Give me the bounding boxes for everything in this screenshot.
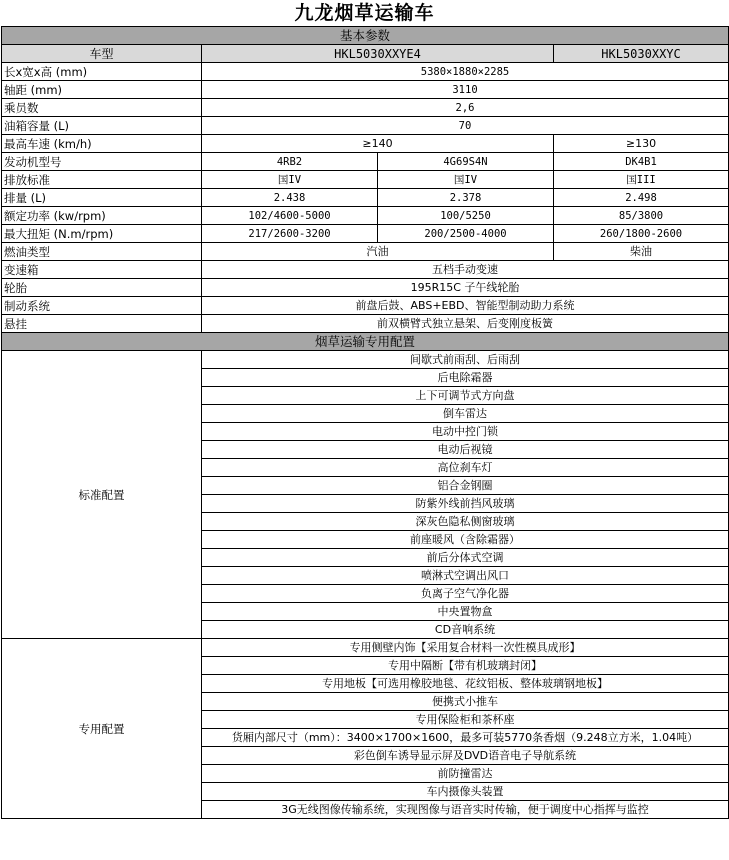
row-label: 变速箱 bbox=[2, 261, 202, 279]
config-item: 前防撞雷达 bbox=[202, 765, 729, 783]
row-label: 轮胎 bbox=[2, 279, 202, 297]
config-item: 货厢内部尺寸（mm）：3400×1700×1600，最多可装5770条香烟（9.248立方米，1.04吨） bbox=[202, 729, 729, 747]
row-value: 5380×1880×2285 bbox=[202, 63, 729, 81]
config-item: 彩色倒车诱导显示屏及DVD语音电子导航系统 bbox=[202, 747, 729, 765]
row-value: 2.498 bbox=[554, 189, 729, 207]
spec-table bbox=[1, 26, 729, 819]
table-row bbox=[2, 225, 729, 243]
table-row bbox=[2, 297, 729, 315]
row-value: 217/2600-3200 bbox=[202, 225, 378, 243]
row-value: ≥130 bbox=[554, 135, 729, 153]
model-a: HKL5030XXYE4 bbox=[202, 45, 554, 63]
row-value: ≥140 bbox=[202, 135, 554, 153]
config-item: 铝合金钢圈 bbox=[202, 477, 729, 495]
row-value: 2.438 bbox=[202, 189, 378, 207]
config-item: 车内摄像头装置 bbox=[202, 783, 729, 801]
row-value: 260/1800-2600 bbox=[554, 225, 729, 243]
config-item: 后电除霜器 bbox=[202, 369, 729, 387]
row-label: 排放标准 bbox=[2, 171, 202, 189]
row-value: 100/5250 bbox=[378, 207, 554, 225]
row-label: 乘员数 bbox=[2, 99, 202, 117]
row-label: 最大扭矩 (N.m/rpm) bbox=[2, 225, 202, 243]
config-item: 电动后视镜 bbox=[202, 441, 729, 459]
row-value: 前盘后鼓、ABS+EBD、智能型制动助力系统 bbox=[202, 297, 729, 315]
section-title: 烟草运输专用配置 bbox=[2, 333, 729, 351]
config-item: 上下可调节式方向盘 bbox=[202, 387, 729, 405]
model-b: HKL5030XXYC bbox=[554, 45, 729, 63]
row-value: 3110 bbox=[202, 81, 729, 99]
config-item: 便携式小推车 bbox=[202, 693, 729, 711]
table-row bbox=[2, 153, 729, 171]
config-item: 喷淋式空调出风口 bbox=[202, 567, 729, 585]
table-row bbox=[2, 261, 729, 279]
table-row bbox=[2, 279, 729, 297]
row-label: 轴距 (mm) bbox=[2, 81, 202, 99]
list-item bbox=[2, 639, 729, 657]
config-item: 专用地板【可选用橡胶地毯、花纹铝板、整体玻璃钢地板】 bbox=[202, 675, 729, 693]
config-item: 3G无线图像传输系统，实现图像与语音实时传输，便于调度中心指挥与监控 bbox=[202, 801, 729, 819]
config-item: 前后分体式空调 bbox=[202, 549, 729, 567]
standard-config-label: 标准配置 bbox=[2, 351, 202, 639]
row-value: 200/2500-4000 bbox=[378, 225, 554, 243]
config-item: 电动中控门锁 bbox=[202, 423, 729, 441]
row-value: 国III bbox=[554, 171, 729, 189]
row-label: 油箱容量 (L) bbox=[2, 117, 202, 135]
config-item: 深灰色隐私侧窗玻璃 bbox=[202, 513, 729, 531]
config-item: 负离子空气净化器 bbox=[202, 585, 729, 603]
row-value: 70 bbox=[202, 117, 729, 135]
config-item: 高位刹车灯 bbox=[202, 459, 729, 477]
list-item bbox=[2, 351, 729, 369]
row-value: DK4B1 bbox=[554, 153, 729, 171]
model-header-row bbox=[2, 45, 729, 63]
row-value: 汽油 bbox=[202, 243, 554, 261]
row-label: 悬挂 bbox=[2, 315, 202, 333]
config-item: CD音响系统 bbox=[202, 621, 729, 639]
page-title: 九龙烟草运输车 bbox=[294, 2, 435, 24]
model-label: 车型 bbox=[2, 45, 202, 63]
table-row bbox=[2, 81, 729, 99]
config-item: 专用侧壁内饰【采用复合材料一次性模具成形】 bbox=[202, 639, 729, 657]
config-item: 中央置物盒 bbox=[202, 603, 729, 621]
section-header-basic bbox=[2, 27, 729, 45]
config-item: 防紫外线前挡风玻璃 bbox=[202, 495, 729, 513]
section-header-special bbox=[2, 333, 729, 351]
row-value: 85/3800 bbox=[554, 207, 729, 225]
row-label: 发动机型号 bbox=[2, 153, 202, 171]
config-item: 专用保险柜和茶杯座 bbox=[202, 711, 729, 729]
row-label: 额定功率 (kw/rpm) bbox=[2, 207, 202, 225]
dedicated-config-label: 专用配置 bbox=[2, 639, 202, 819]
row-value: 柴油 bbox=[554, 243, 729, 261]
table-row bbox=[2, 189, 729, 207]
config-item: 专用中隔断【带有机玻璃封闭】 bbox=[202, 657, 729, 675]
section-title: 基本参数 bbox=[2, 27, 729, 45]
table-row bbox=[2, 63, 729, 81]
row-value: 国IV bbox=[202, 171, 378, 189]
row-value: 4G69S4N bbox=[378, 153, 554, 171]
row-value: 2.378 bbox=[378, 189, 554, 207]
row-label: 排量 (L) bbox=[2, 189, 202, 207]
row-label: 燃油类型 bbox=[2, 243, 202, 261]
table-row bbox=[2, 117, 729, 135]
row-value: 前双横臂式独立悬架、后变刚度板簧 bbox=[202, 315, 729, 333]
config-item: 前座暖风（含除霜器） bbox=[202, 531, 729, 549]
table-row bbox=[2, 243, 729, 261]
config-item: 倒车雷达 bbox=[202, 405, 729, 423]
row-value: 五档手动变速 bbox=[202, 261, 729, 279]
table-row bbox=[2, 135, 729, 153]
table-row bbox=[2, 99, 729, 117]
row-value: 102/4600-5000 bbox=[202, 207, 378, 225]
row-value: 195R15C 子午线轮胎 bbox=[202, 279, 729, 297]
row-value: 国IV bbox=[378, 171, 554, 189]
row-label: 制动系统 bbox=[2, 297, 202, 315]
row-label: 最高车速 (km/h) bbox=[2, 135, 202, 153]
table-row bbox=[2, 207, 729, 225]
row-label: 长x宽x高 (mm) bbox=[2, 63, 202, 81]
table-row bbox=[2, 171, 729, 189]
row-value: 2,6 bbox=[202, 99, 729, 117]
table-row bbox=[2, 315, 729, 333]
config-item: 间歇式前雨刮、后雨刮 bbox=[202, 351, 729, 369]
row-value: 4RB2 bbox=[202, 153, 378, 171]
